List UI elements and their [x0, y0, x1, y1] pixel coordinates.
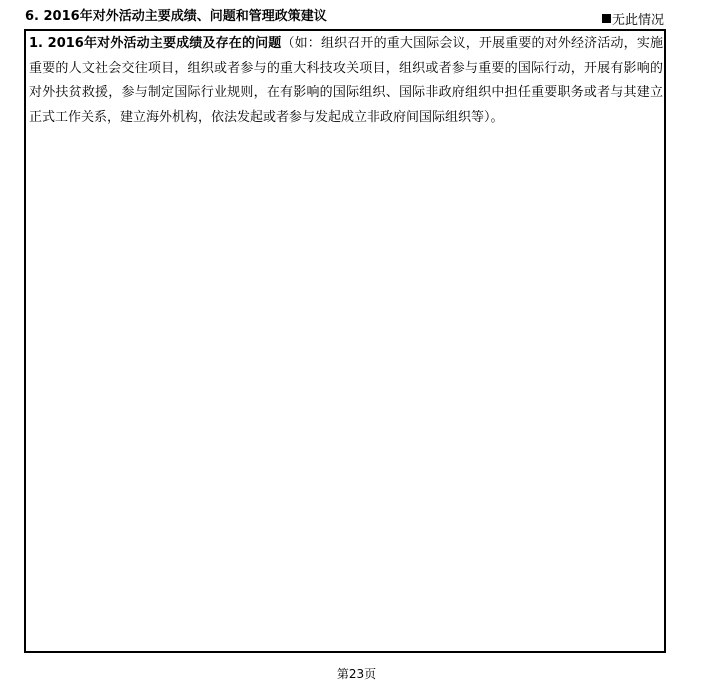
checked-checkbox-icon[interactable]	[602, 14, 611, 23]
question-text	[29, 32, 663, 130]
question-body: （如：组织召开的重大国际会议，开展重要的对外经济活动，实施重要的人文社会交往项目，组织或者参与的重大科技攻关项目，组织或者参与重要的国际行动，开展有影响的对外扶贫救援，参与制定国际行业规则，在有影响的国际组织、国际非政府组织中担任重要职务或者与其建立正式工作关系，建立海外机构，依法发起或者参与发起成立非政府间国际组织等）。	[29, 36, 663, 125]
question-heading: 1. 2016年对外活动主要成绩及存在的问题	[29, 36, 282, 51]
page-number: 第23页	[336, 667, 377, 681]
answer-text-area[interactable]	[24, 29, 666, 653]
no-situation-label: 无此情况	[612, 13, 665, 28]
no-situation-checkbox[interactable]	[602, 9, 664, 28]
section-title: 6. 2016年对外活动主要成绩、问题和管理政策建议	[25, 9, 327, 24]
